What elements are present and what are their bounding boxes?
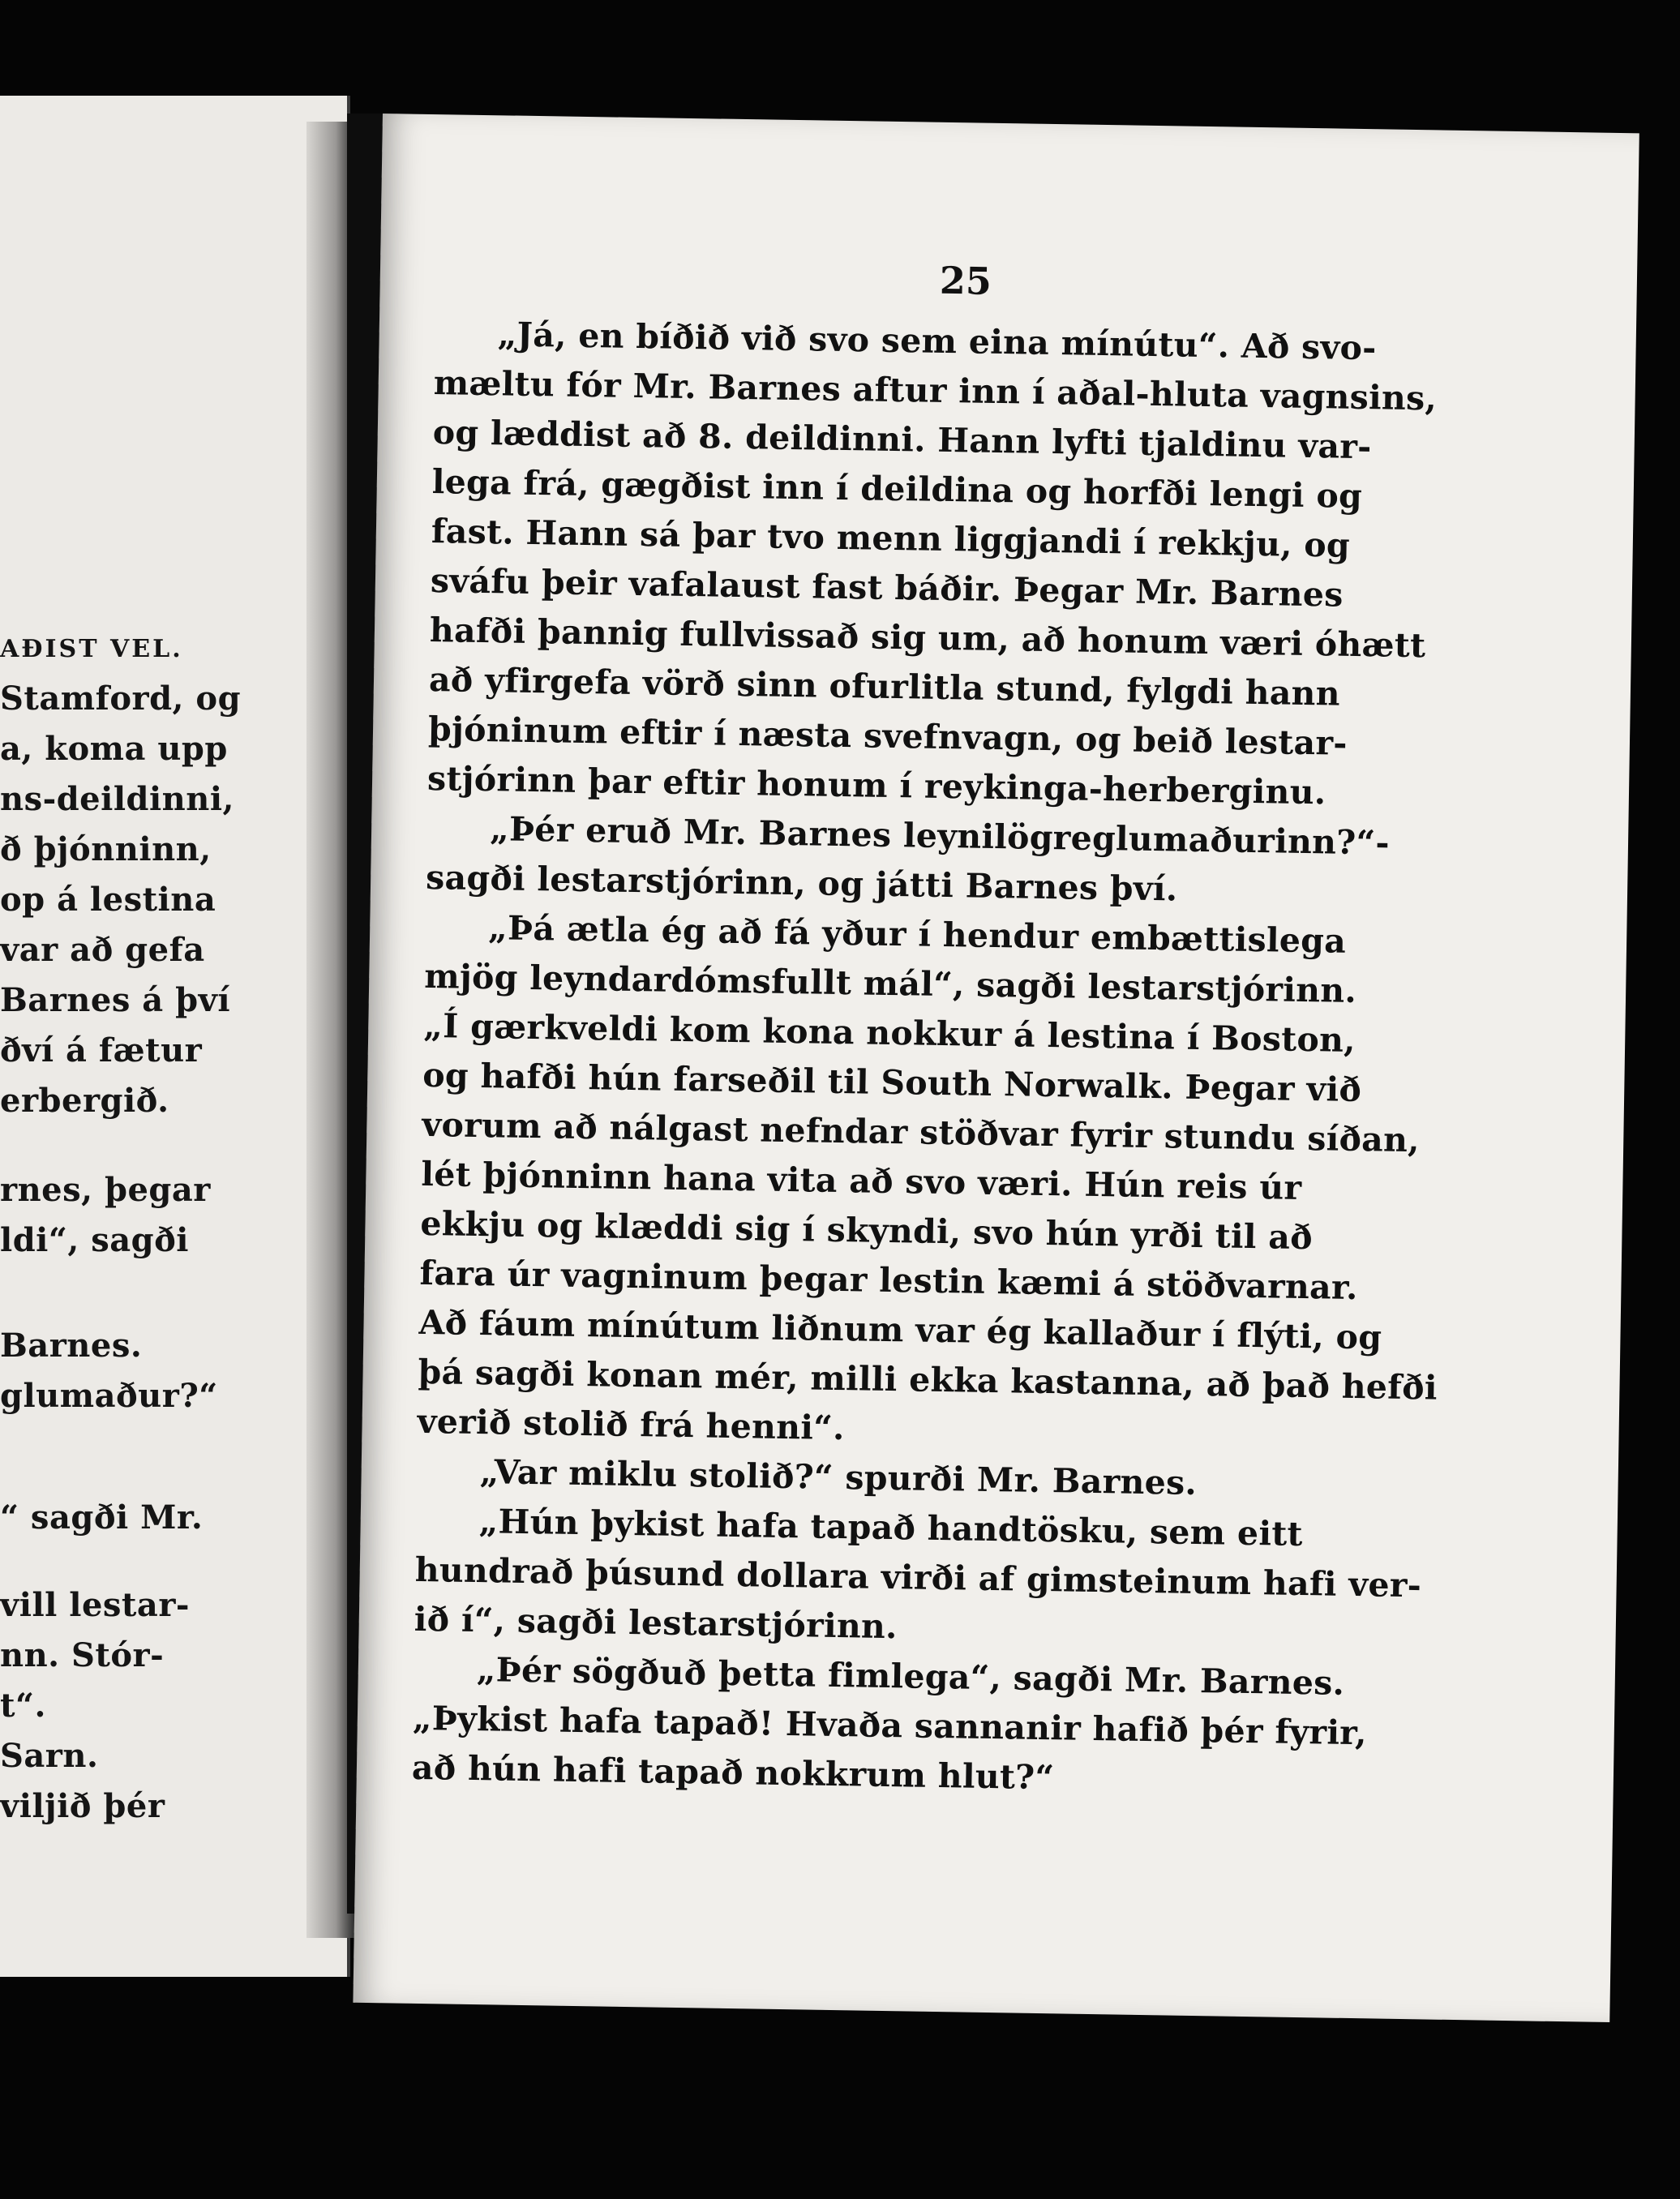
text-line: og hafði hún farseðil til South Norwalk. Þegar við — [422, 1055, 1362, 1110]
left-page-line: rnes, þegar — [0, 1171, 211, 1209]
left-page-line: ldi“, sagði — [0, 1221, 189, 1259]
text-line: lega frá, gægðist inn í deildina og horfði lengi og — [431, 462, 1363, 517]
left-page-line: t“. — [0, 1687, 46, 1725]
left-page-line: op á lestina — [0, 881, 216, 919]
text-line: sagði lestarstjórinn, og játti Barnes því. — [425, 857, 1178, 909]
left-page-line: “ sagði Mr. — [0, 1498, 204, 1537]
text-line: fast. Hann sá þar tvo menn liggjandi í rekkju, og — [431, 512, 1351, 565]
text-line: „Þá ætla ég að fá yður í hendur embættislega — [487, 908, 1347, 961]
left-page-line: ð þjónninn, — [0, 830, 212, 868]
text-line: verið stolið frá henni“. — [417, 1401, 846, 1448]
left-page-line: var að gefa — [0, 931, 205, 969]
left-page-line: nn. Stór- — [0, 1636, 165, 1674]
left-page-line: Barnes á því — [0, 981, 231, 1019]
text-line: mæltu fór Mr. Barnes aftur inn í aðal-hluta vagnsins, — [433, 363, 1438, 418]
left-page-line: vill lestar- — [0, 1586, 190, 1624]
left-page-line: ns-deildinni, — [0, 780, 234, 818]
text-line: „Þér sögðuð þetta fimlega“, sagði Mr. Barnes. — [476, 1650, 1345, 1703]
left-page-line: Barnes. — [0, 1327, 143, 1365]
text-line: stjórinn þar eftir honum í reykinga-herberginu. — [426, 758, 1326, 812]
left-page-line: AÐIST VEL. — [0, 635, 183, 663]
text-line: að yfirgefa vörð sinn ofurlitla stund, fylgdi hann — [428, 659, 1341, 714]
text-line: ið í“, sagði lestarstjórinn. — [414, 1599, 898, 1647]
text-line: að hún hafi tapað nokkrum hlut?“ — [411, 1747, 1055, 1798]
text-line: vorum að nálgast nefndar stöðvar fyrir stundu síðan, — [422, 1104, 1421, 1160]
text-line: og læddist að 8. deildinni. Hann lyfti tjaldinu var- — [432, 413, 1372, 467]
text-line: „Í gærkveldi kom kona nokkur á lestina í Boston, — [422, 1005, 1356, 1060]
text-line: „Var miklu stolið?“ spurði Mr. Barnes. — [479, 1452, 1198, 1502]
text-line: hundrað þúsund dollara virði af gimsteinum hafi ver- — [414, 1550, 1422, 1605]
text-line: Að fáum mínútum liðnum var ég kallaður í flýti, og — [418, 1302, 1382, 1357]
text-line: þá sagði konan mér, milli ekka kastanna, að það hefði — [418, 1352, 1438, 1408]
left-page-line: viljið þér — [0, 1787, 165, 1825]
text-line: ekkju og klæddi sig í skyndi, svo hún yrði til að — [420, 1203, 1314, 1258]
text-line: þjóninum eftir í næsta svefnvagn, og beið lestar- — [427, 709, 1348, 763]
left-page-line: erbergið. — [0, 1082, 169, 1120]
page-number: 25 — [939, 258, 992, 303]
left-page-line: a, koma upp — [0, 730, 228, 768]
left-page-line: glumaður?“ — [0, 1377, 218, 1415]
right-page — [353, 114, 1639, 2022]
page-body-text — [411, 309, 1489, 1809]
text-line: „Þykist hafa tapað! Hvaða sannanir hafið þér fyrir, — [412, 1698, 1368, 1753]
text-line: lét þjónninn hana vita að svo væri. Hún reis úr — [421, 1154, 1302, 1207]
text-line: „Já, en bíðið við svo sem eina mínútu“. Að svo- — [497, 315, 1377, 368]
left-page-line: ðví á fætur — [0, 1031, 203, 1069]
text-line: hafði þannig fullvissað sig um, að honum væri óhætt — [429, 610, 1426, 666]
text-line: „Þér eruð Mr. Barnes leynilögreglumaðurinn?“- — [489, 809, 1391, 863]
left-page-line: Stamford, og — [0, 679, 242, 718]
text-line: „Hún þykist hafa tapað handtösku, sem eitt — [478, 1502, 1304, 1554]
left-page-line: Sarn. — [0, 1737, 99, 1775]
text-line: fara úr vagninum þegar lestin kæmi á stöðvarnar. — [419, 1253, 1359, 1308]
text-line: mjög leyndardómsfullt mál“, sagði lestarstjórinn. — [423, 956, 1357, 1010]
left-page — [0, 96, 350, 1977]
text-line: sváfu þeir vafalaust fast báðir. Þegar Mr. Barnes — [430, 561, 1344, 615]
